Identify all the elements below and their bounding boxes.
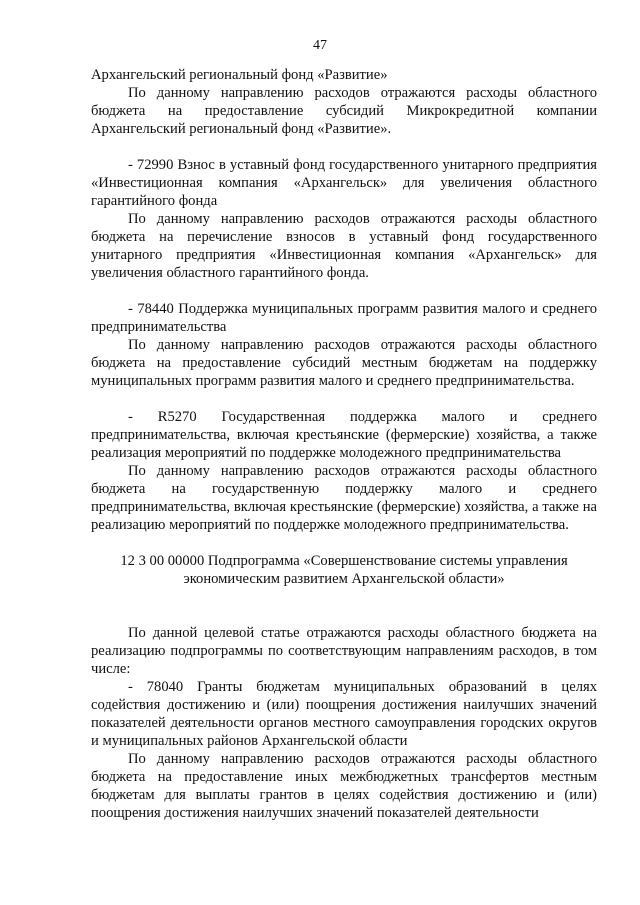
paragraph-item-78040: - 78040 Гранты бюджетам муниципальных образований в целях содействия достижению и (или) поощрения достижения наилучших значений показателей деятельности органов местного самоуправления городских округов и муниципальных районов Архангельской области bbox=[91, 679, 597, 749]
paragraph-item-72990-description: По данному направлению расходов отражаются расходы областного бюджета на перечисление взносов в уставный фонд государственного унитарного предприятия «Инвестиционная компания «Архангельск» для увеличения областного гарантийного фонда. bbox=[91, 211, 597, 281]
section-heading bbox=[91, 552, 597, 588]
paragraph-item-r5270-description: По данному направлению расходов отражаются расходы областного бюджета на государственную поддержку малого и среднего предпринимательства, включая крестьянские (фермерские) хозяйства, а также на реализацию мероприятий по поддержке молодежного предпринимательства. bbox=[91, 463, 597, 533]
paragraph-item-r5270: - R5270 Государственная поддержка малого и среднего предпринимательства, включая крестьянские (фермерские) хозяйства, а также реализация мероприятий по поддержке молодежного предпринимательства bbox=[91, 409, 597, 461]
paragraph-item-78040-description: По данному направлению расходов отражаются расходы областного бюджета на предоставление иных межбюджетных трансфертов местным бюджетам для выплаты грантов в целях содействия достижению и (или) поощрения достижения наилучших значений показателей деятельности bbox=[91, 751, 597, 821]
paragraph-item-78440: - 78440 Поддержка муниципальных программ развития малого и среднего предпринимательства bbox=[91, 301, 597, 335]
section-heading-line-1: 12 3 00 00000 Подпрограмма «Совершенствование системы управления bbox=[120, 553, 568, 569]
paragraph-target-article-intro: По данной целевой статье отражаются расходы областного бюджета на реализацию подпрограммы по соответствующим направлениям расходов, в том числе: bbox=[91, 625, 597, 677]
section-heading-spacer bbox=[91, 588, 597, 606]
paragraph-item-78440-description: По данному направлению расходов отражаются расходы областного бюджета на предоставление субсидий местным бюджетам на поддержку муниципальных программ развития малого и среднего предпринимательства. bbox=[91, 337, 597, 389]
paragraph-item-72990: - 72990 Взнос в уставный фонд государственного унитарного предприятия «Инвестиционная компания «Архангельск» для увеличения областного гарантийного фонда bbox=[91, 157, 597, 209]
paragraph-fund-name-continuation: Архангельский региональный фонд «Развитие» bbox=[91, 67, 388, 83]
paragraph-fund-subsidy-description: По данному направлению расходов отражаются расходы областного бюджета на предоставление субсидий Микрокредитной компании Архангельский региональный фонд «Развитие». bbox=[91, 85, 597, 137]
document-body bbox=[91, 66, 597, 822]
page-number: 47 bbox=[313, 38, 327, 53]
section-heading-line-2: экономическим развитием Архангельской области» bbox=[183, 571, 505, 587]
